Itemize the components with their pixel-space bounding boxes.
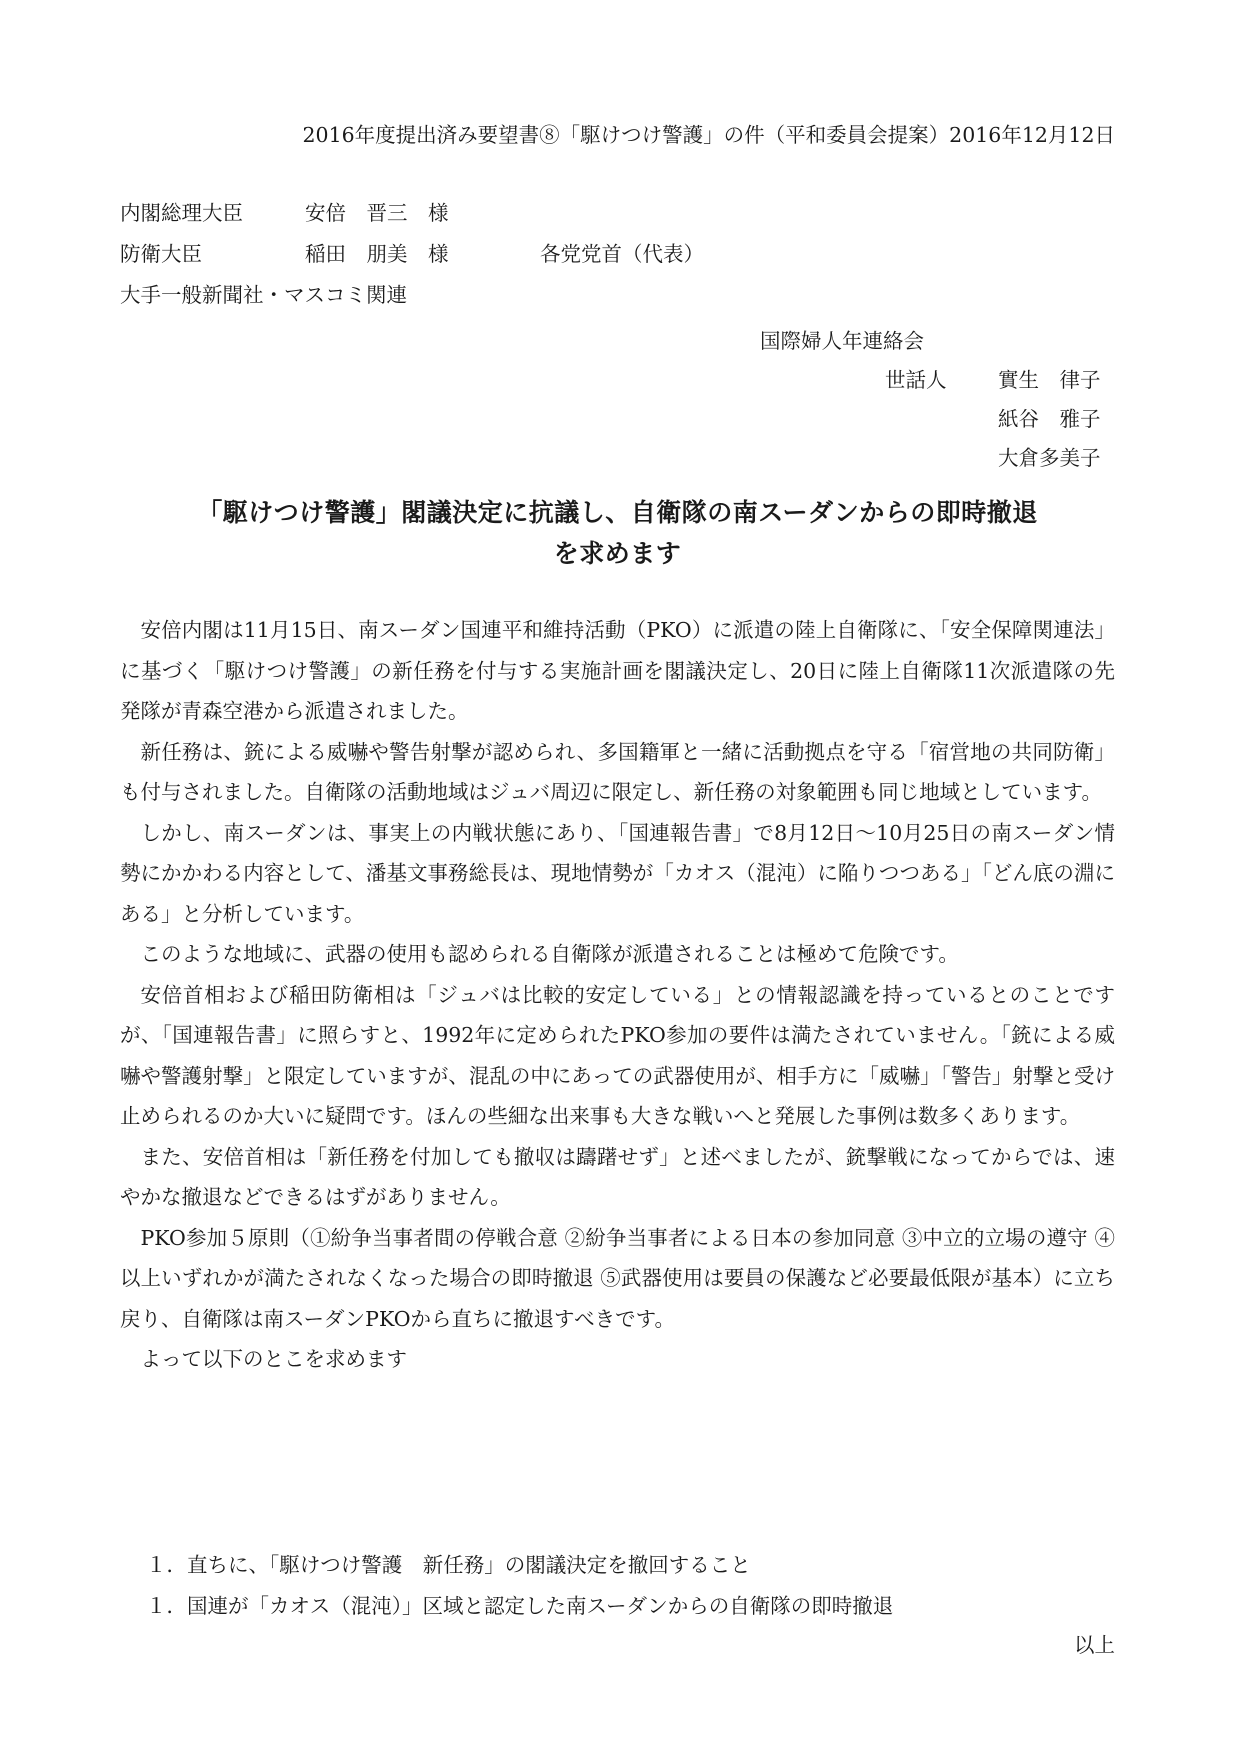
sender-organization: 国際婦人年連絡会	[760, 329, 924, 353]
addressee-row	[120, 278, 704, 319]
addressee-extra: 各党党首（代表）	[540, 242, 704, 266]
body-paragraph: よって以下のとこを求めます	[140, 1347, 407, 1371]
addressee-row	[120, 196, 704, 237]
sender-name: 實生 律子	[998, 368, 1101, 392]
addressee-role: 大手一般新聞社・マスコミ関連	[120, 283, 407, 307]
sender-block	[760, 324, 1120, 480]
sender-row	[760, 441, 1120, 480]
addressee-role: 内閣総理大臣	[120, 201, 243, 225]
addressee-block	[120, 196, 704, 319]
body-paragraph: 安倍首相および稲田防衛相は「ジュバは比較的安定している」との情報認識を持っているとのことですが、「国連報告書」に照らすと、1992年に定められたPKO参加の要件は満たされていません。「銃による威嚇や警護射撃」と限定していますが、混乱の中にあっての武器使用が、相手方に「威嚇」「警告」射撃と受け止められるのか大いに疑問です。ほんの些細な出来事も大きな戦いへと発展した事例は数多くあります。	[120, 982, 1115, 1128]
body-text	[120, 610, 1115, 1380]
document-title	[120, 492, 1115, 574]
title-line-1: 「駆けつけ警護」閣議決定に抗議し、自衛隊の南スーダンからの即時撤退	[197, 498, 1038, 527]
body-paragraph: このような地域に、武器の使用も認められる自衛隊が派遣されることは極めて危険です。	[140, 942, 959, 966]
demand-item: １．国連が「カオス（混沌）」区域と認定した南スーダンからの自衛隊の即時撤退	[146, 1593, 894, 1618]
sender-row	[760, 402, 1120, 441]
demand-item: １．直ちに、「駆けつけ警護 新任務」の閣議決定を撤回すること	[146, 1553, 751, 1577]
addressee-name: 稲田 朋美 様	[305, 242, 449, 266]
addressee-name: 安倍 晋三 様	[305, 201, 449, 225]
sender-row	[760, 363, 1120, 402]
addressee-row	[120, 237, 704, 278]
body-paragraph: しかし、南スーダンは、事実上の内戦状態にあり、「国連報告書」で8月12日～10月25日の南スーダン情勢にかかわる内容として、潘基文事務総長は、現地情勢が「カオス（混沌）に陥りつつある」「どん底の淵にある」と分析しています。	[120, 820, 1115, 926]
demand-list	[146, 1545, 893, 1626]
sender-name: 紙谷 雅子	[998, 407, 1101, 431]
body-paragraph: また、安倍首相は「新任務を付加しても撤収は躊躇せず」と述べましたが、銃撃戦になってからでは、速やかな撤退などできるはずがありません。	[120, 1144, 1115, 1209]
sender-name: 大倉多美子	[998, 446, 1101, 470]
closing-text: 以上	[1074, 1633, 1115, 1657]
title-line-2: を求めます	[553, 539, 682, 568]
body-paragraph: 新任務は、銃による威嚇や警告射撃が認められ、多国籍軍と一緒に活動拠点を守る「宿営地の共同防衛」も付与されました。自衛隊の活動地域はジュバ周辺に限定し、新任務の対象範囲も同じ地域としています。	[120, 739, 1115, 804]
body-paragraph: PKO参加５原則（①紛争当事者間の停戦合意 ②紛争当事者による日本の参加同意 ③中立的立場の遵守 ④以上いずれかが満たされなくなった場合の即時撤退 ⑤武器使用は要員の保護など必要最低限が基本）に立ち戻り、自衛隊は南スーダンPKOから直ちに撤退すべきです。	[120, 1225, 1115, 1331]
document-header: 2016年度提出済み要望書⑧「駆けつけ警護」の件（平和委員会提案）2016年12月12日	[302, 123, 1115, 147]
addressee-role: 防衛大臣	[120, 242, 202, 266]
body-paragraph: 安倍内閣は11月15日、南スーダン国連平和維持活動（PKO）に派遣の陸上自衛隊に、「安全保障関連法」に基づく「駆けつけ警護」の新任務を付与する実施計画を閣議決定し、20日に陸上自衛隊11次派遣隊の先発隊が青森空港から派遣されました。	[120, 618, 1115, 723]
sender-role: 世話人	[885, 368, 947, 392]
